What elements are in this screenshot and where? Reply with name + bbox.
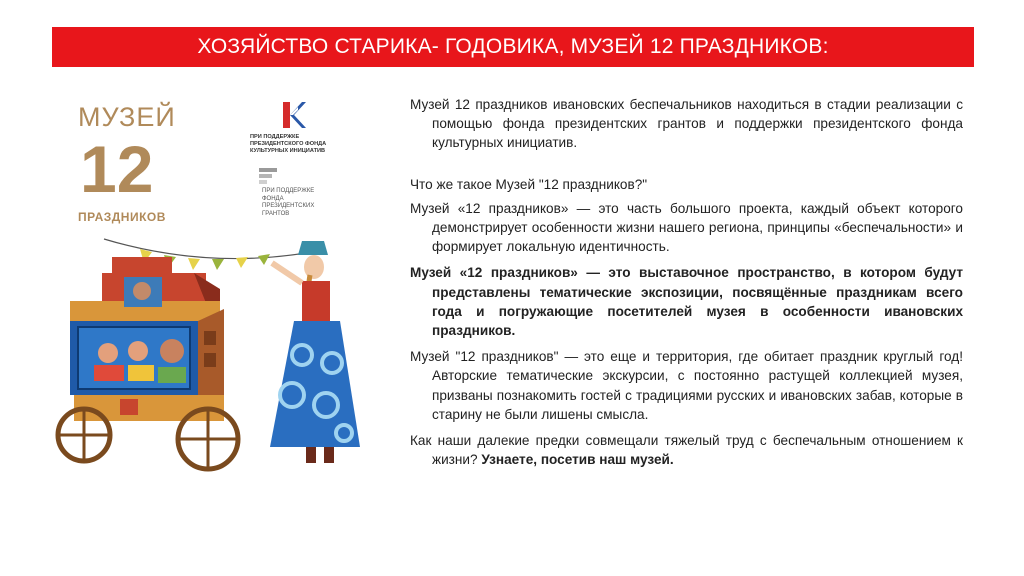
closing-question: Как наши далекие предки совмещали тяжелый труд с беспечальным отношением к жизни? bbox=[410, 433, 963, 468]
grants-emblem-icon bbox=[257, 166, 279, 186]
paragraph-question: Что же такое Музей "12 праздников?" bbox=[410, 176, 648, 192]
museum-logo bbox=[78, 102, 178, 232]
grants-fund-text: ПРИ ПОДДЕРЖКЕ ФОНДА ПРЕЗИДЕНТСКИХ ГРАНТОВ bbox=[262, 188, 315, 217]
main-content bbox=[410, 95, 963, 476]
paragraph-exhibition: Музей «12 праздников» — это выставочное пространство, в котором будут представлены тематические экспозиции, посвящённые праздникам всего года и погружающие посетителей музея в особенности ивановских праздников. bbox=[410, 265, 963, 339]
title-bar bbox=[52, 27, 974, 67]
logo-subtitle: ПРАЗДНИКОВ bbox=[78, 210, 166, 224]
logo-word: МУЗЕЙ bbox=[78, 102, 176, 132]
culture-fund-text: ПРИ ПОДДЕРЖКЕ ПРЕЗИДЕНТСКОГО ФОНДА КУЛЬТУРНЫХ ИНИЦИАТИВ bbox=[250, 134, 327, 154]
fund-emblem-icon bbox=[280, 100, 306, 130]
paragraph-closing bbox=[410, 431, 963, 469]
page-title: ХОЗЯЙСТВО СТАРИКА- ГОДОВИКА, МУЗЕЙ 12 ПРАЗДНИКОВ: bbox=[197, 35, 829, 58]
logo-number: 12 bbox=[80, 132, 154, 206]
paragraph-territory: Музей "12 праздников" — это еще и территория, где обитает праздник круглый год! Авторские тематические экскурсии, с постоянно растущей коллекцией музея, призваны познакомить гостей с традициями русских и ивановских забав, которые в старину не были лишены смысла. bbox=[410, 349, 963, 422]
paragraph-project: Музей «12 праздников» — это часть большого проекта, каждый объект которого демонстрирует особенности жизни нашего региона, принципы «беспечальности» и формирует локальную идентичность. bbox=[410, 200, 963, 255]
puppet-theatre-illustration bbox=[44, 235, 384, 480]
paragraph-funding: Музей 12 праздников ивановских беспечальников находиться в стадии реализации с помощью фонда президентских грантов и поддержки президентского фонда культурных инициатив. bbox=[410, 97, 963, 151]
closing-call: Узнаете, посетив наш музей. bbox=[481, 452, 674, 468]
